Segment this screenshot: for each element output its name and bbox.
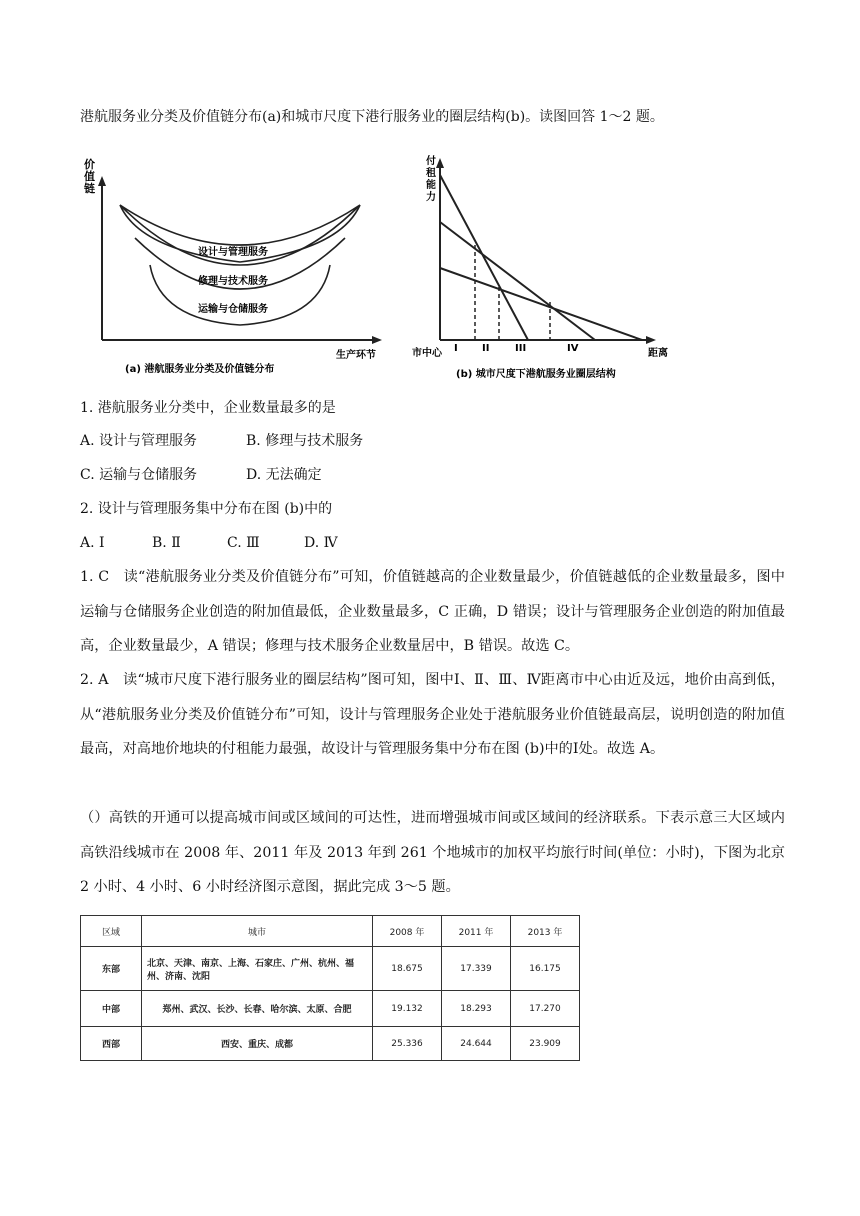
row-2008: 19.132 <box>373 991 442 1027</box>
row-cities: 郑州、武汉、长沙、长春、哈尔滨、太原、合肥 <box>142 991 373 1027</box>
row-region: 东部 <box>81 947 142 991</box>
q1-option-d: D. 无法确定 <box>246 467 322 483</box>
header-cities: 城市 <box>142 916 373 947</box>
table-row <box>81 1027 580 1061</box>
answer-2: 2. A 读“城市尺度下港行服务业的圈层结构”图可知，图中Ⅰ、Ⅱ、Ⅲ、Ⅳ距离市中心由近及远，地价由高到低，从“港航服务业分类及价值链分布”可知，设计与管理服务企业处于港航服务业价值链最高层，说明创造的附加值最高，对高地价地块的付租能力最强，故设计与管理服务集中分布在图 (b)中的Ⅰ处。故选 A。 <box>80 672 785 757</box>
row-2013: 17.270 <box>511 991 580 1027</box>
header-2008: 2008 年 <box>373 916 442 947</box>
intro-2: （）高铁的开通可以提高城市间或区域间的可达性，进而增强城市间或区域间的经济联系。下表示意三大区域内高铁沿线城市在 2008 年、2011 年及 2013 年到 261 个地城市的加权平均旅行时间(单位：小时)，下图为北京 2 小时、4 小时、6 小时经济图示意图，据此完成 3～5 题。 <box>80 810 785 895</box>
header-region: 区域 <box>81 916 142 947</box>
row-2013: 23.909 <box>511 1027 580 1061</box>
q2-stem: 2. 设计与管理服务集中分布在图 (b)中的 <box>80 501 333 517</box>
row-2013: 16.175 <box>511 947 580 991</box>
zone-label-4: IV <box>567 343 579 354</box>
figure-b-origin-label: 市中心 <box>412 348 442 359</box>
row-2011: 17.339 <box>442 947 511 991</box>
q1-option-c: C. 运输与仓储服务 <box>80 467 198 483</box>
figure-b-rent-zones <box>410 150 700 385</box>
q1-stem: 1. 港航服务业分类中，企业数量最多的是 <box>80 400 336 416</box>
row-cities: 西安、重庆、成都 <box>142 1027 373 1061</box>
row-cities: 北京、天津、南京、上海、石家庄、广州、杭州、福州、济南、沈阳 <box>142 947 373 991</box>
layer-repair-technical: 修理与技术服务 <box>198 276 268 287</box>
figure-a-x-label: 生产环节 <box>336 350 376 361</box>
q2-option-b: B. Ⅱ <box>152 535 181 551</box>
q2-option-c: C. Ⅲ <box>227 535 260 551</box>
zone-label-2: II <box>482 343 490 354</box>
row-region: 中部 <box>81 991 142 1027</box>
layer-design-management: 设计与管理服务 <box>198 247 268 258</box>
row-2011: 24.644 <box>442 1027 511 1061</box>
intro-text: 港航服务业分类及价值链分布(a)和城市尺度下港行服务业的圈层结构(b)。读图回答 1～2 题。 <box>80 109 664 125</box>
q1-option-b: B. 修理与技术服务 <box>246 433 364 449</box>
q2-option-a: A. Ⅰ <box>80 535 105 551</box>
row-region: 西部 <box>81 1027 142 1061</box>
figure-a-y-label: 价值链 <box>84 158 95 195</box>
row-2011: 18.293 <box>442 991 511 1027</box>
figure-b-x-label: 距离 <box>648 348 668 359</box>
header-2011: 2011 年 <box>442 916 511 947</box>
zone-label-1: I <box>454 343 458 354</box>
figure-a-caption: (a) 港航服务业分类及价值链分布 <box>125 364 275 375</box>
row-2008: 25.336 <box>373 1027 442 1061</box>
table-row <box>81 947 580 991</box>
table-row <box>81 991 580 1027</box>
q1-option-a: A. 设计与管理服务 <box>80 433 198 449</box>
answer-1: 1. C 读“港航服务业分类及价值链分布”可知，价值链越高的企业数量最少，价值链越低的企业数量最多，图中运输与仓储服务企业创造的附加值最低，企业数量最多，C 正确，D 错误；设计与管理服务企业创造的附加值最高，企业数量最少，A 错误；修理与技术服务企业数量居中，B 错误。故选 C。 <box>80 569 785 654</box>
travel-time-table <box>80 915 580 1061</box>
header-2013: 2013 年 <box>511 916 580 947</box>
row-2008: 18.675 <box>373 947 442 991</box>
q2-option-d: D. Ⅳ <box>304 535 338 551</box>
table-header-row <box>81 916 580 947</box>
figure-a-value-chain <box>80 150 390 380</box>
layer-transport-storage: 运输与仓储服务 <box>198 304 268 315</box>
figure-b-caption: (b) 城市尺度下港航服务业圈层结构 <box>456 369 616 380</box>
figure-b-y-label: 付租能力 <box>426 156 436 203</box>
zone-label-3: III <box>515 343 527 354</box>
